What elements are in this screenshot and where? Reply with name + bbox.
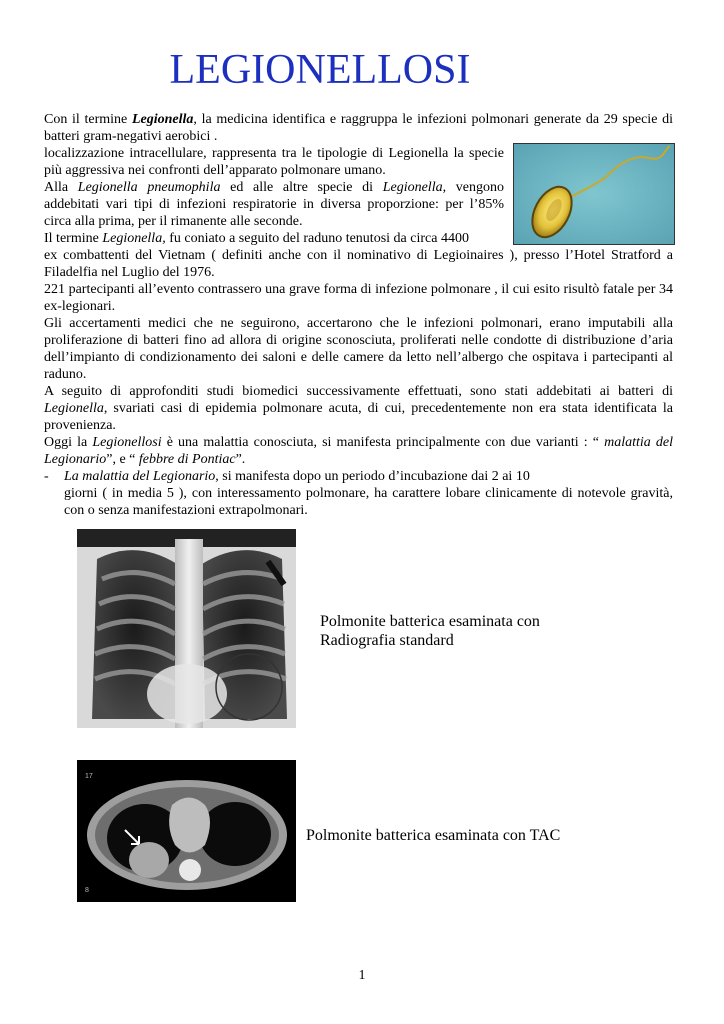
paragraph-variants: Oggi la Legionellosi è una malattia conosciuta, si manifesta principalmente con due varianti : “ malattia del Legionario”, e “ febbre di Pontiac”. — [44, 435, 674, 467]
paragraph-intro: Con il termine Legionella, la medicina identifica e raggruppa le infezioni polmonari generate da 29 specie di batteri gram-negativi aerobici . — [44, 112, 673, 144]
page-number: 1 — [358, 968, 366, 983]
paragraph-studies: A seguito di approfonditi studi biomedici successivamente effettuati, sono stati addebitati ai batteri di Legionella, svariati casi di epidemia polmonare acuta, di cui, precedentemente non era stata identificata la provenienza. — [44, 384, 673, 433]
caption-ct: Polmonite batterica esaminata con TAC — [306, 827, 561, 844]
paragraph-participants: 221 partecipanti all’evento contrassero una grave forma di infezione polmonare , il cui esito risultò fatale per 34 ex-legionari. — [44, 282, 673, 314]
page-title: LEGIONELLOSI — [169, 47, 471, 93]
ct-scan-image — [77, 760, 296, 902]
ct-label-top: 17 — [85, 773, 93, 780]
paragraph-localization: localizzazione intracellulare, rappresenta tra le tipologie di Legionella la specie più aggressiva nei confronti dell’apparato polmonare umano. — [44, 146, 504, 178]
paragraph-term-origin: Il termine Legionella, fu coniato a seguito del raduno tenutosi da circa 4400 ex combattenti del Vietnam ( definiti anche con il nominativo di Legioinaires ), presso l’Hotel Stratford a Filadelfia nel Luglio del 1976. — [44, 231, 673, 280]
paragraph-investigations: Gli accertamenti medici che ne seguirono, accertarono che le infezioni polmonari, erano imputabili alla proliferazione di batteri fino ad allora di origine sconosciuta, proliferati nelle condotte di distribuzione d’aria dell’impianto di condizionamento dei saloni e delle camere da letto nell’albergo che ospitava i partecipanti al raduno. — [44, 316, 673, 382]
caption-xray: Polmonite batterica esaminata con Radiografia standard — [320, 613, 540, 649]
chest-xray-image — [77, 529, 296, 728]
paragraph-pneumophila: Alla Legionella pneumophila ed alle altre specie di Legionella, vengono addebitati vari tipi di infezioni respiratorie in diversa proporzione: per l’85% circa alla prima, per il rimanente alle seconde. — [44, 180, 504, 229]
bacterium-image — [513, 143, 675, 245]
ct-label-bottom: 8 — [85, 887, 89, 894]
list-item-legionnaire-disease: - La malattia del Legionario, si manifesta dopo un periodo d’incubazione dai 2 ai 10 giorni ( in media 5 ), con interessamento polmonare, ha carattere lobare clinicamente di notevole gravità, con o senza manifestazioni extrapolmonari. — [44, 469, 673, 518]
